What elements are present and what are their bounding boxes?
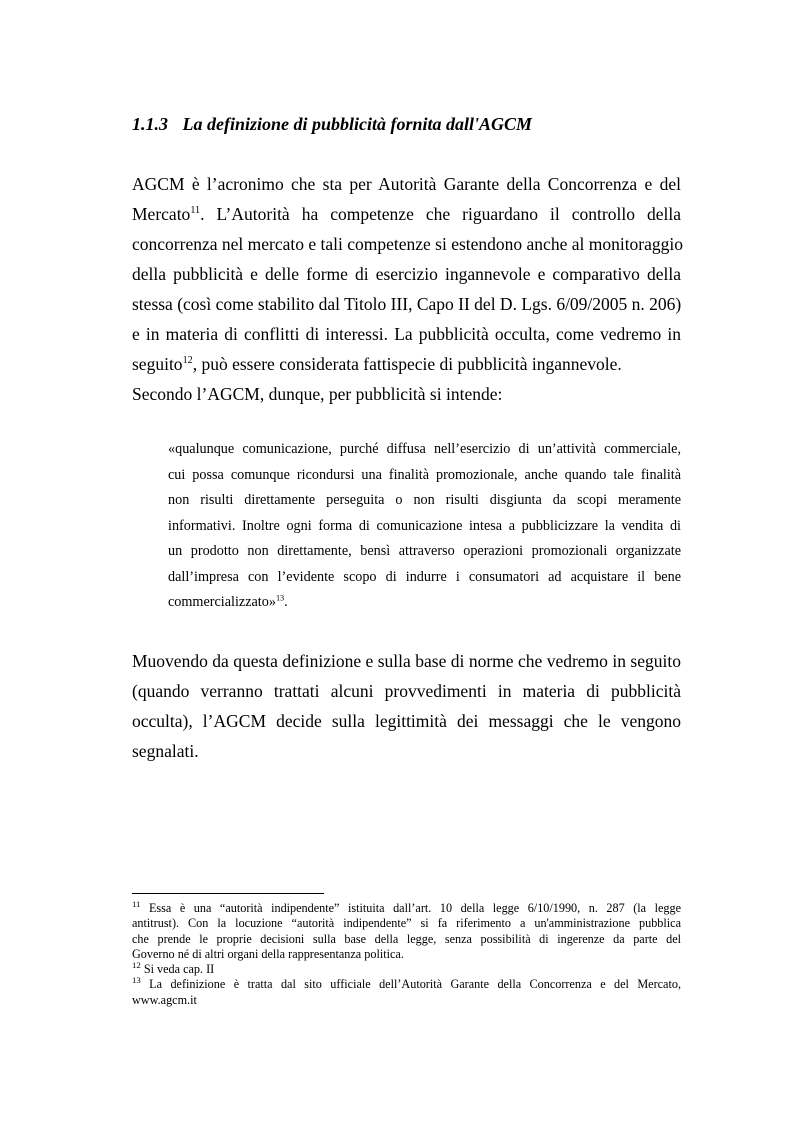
text-line: Secondo l’AGCM, dunque, per pubblicità si intende: bbox=[132, 384, 503, 404]
footnote-line: antitrust). Con la locuzione “autorità indipendente” si fa riferimento a un'amministrazione pubblica bbox=[132, 916, 681, 931]
footnote-separator bbox=[132, 893, 324, 894]
footnote-number: 12 bbox=[132, 960, 141, 971]
footnote-ref-13: 13 bbox=[275, 593, 285, 603]
text-line: della pubblicità e delle forme di esercizio ingannevole e comparativo della bbox=[132, 264, 681, 284]
text-run: seguito bbox=[132, 354, 183, 374]
quote-line: «qualunque comunicazione, purché diffusa nell’esercizio di un’attività commerciale, bbox=[168, 441, 681, 457]
text-line: e in materia di conflitti di interessi. La pubblicità occulta, come vedremo in bbox=[132, 324, 681, 344]
text-line: (quando verranno trattati alcuni provvedimenti in materia di pubblicità bbox=[132, 681, 681, 701]
text-line bbox=[132, 199, 681, 229]
footnote-line: Governo né di altri organi della rappresentanza politica. bbox=[132, 946, 404, 961]
footnote-ref-11: 11 bbox=[190, 205, 201, 217]
text-run: . bbox=[284, 594, 288, 610]
text-line: AGCM è l’acronimo che sta per Autorità Garante della Concorrenza e del bbox=[132, 174, 681, 194]
text-run: Si veda cap. II bbox=[140, 962, 215, 977]
text-line: Muovendo da questa definizione e sulla base di norme che vedremo in seguito bbox=[132, 651, 681, 671]
text-line: stessa (così come stabilito dal Titolo III, Capo II del D. Lgs. 6/09/2005 n. 206) bbox=[132, 294, 682, 314]
paragraph-intro bbox=[132, 169, 684, 409]
quote-line: cui possa comunque ricondursi una finalità promozionale, anche quando tale finalità bbox=[168, 466, 681, 483]
text-run: La definizione è tratta dal sito ufficiale dell’Autorità Garante della Concorrenza e del Mercato, bbox=[140, 977, 681, 992]
footnote-number: 11 bbox=[132, 898, 141, 909]
footnote-line: www.agcm.it bbox=[132, 992, 197, 1007]
text-line: concorrenza nel mercato e tali competenze si estendono anche al monitoraggio bbox=[132, 234, 684, 254]
section-heading bbox=[132, 114, 532, 135]
text-run: . L’Autorità ha competenze che riguardano il controllo della bbox=[200, 204, 681, 224]
text-run: , può essere considerata fattispecie di pubblicità ingannevole. bbox=[192, 354, 622, 374]
quote-line: informativi. Inoltre ogni forma di comunicazione intesa a pubblicizzare la vendita di bbox=[168, 517, 681, 534]
paragraph-conclusion bbox=[132, 646, 681, 766]
section-title: La definizione di pubblicità fornita dall'AGCM bbox=[182, 114, 533, 134]
footnote-line bbox=[132, 898, 681, 916]
footnote-line bbox=[132, 962, 681, 977]
footnotes bbox=[132, 898, 681, 1008]
footnote-number: 13 bbox=[132, 975, 141, 986]
quote-line: un prodotto non direttamente, bensì attraverso operazioni promozionali organizzate bbox=[168, 543, 681, 559]
text-run: Essa è una “autorità indipendente” istituita dall’art. 10 della legge 6/10/1990, n. 287 (la legge bbox=[140, 901, 681, 915]
text-run: commercializzato» bbox=[168, 594, 276, 610]
quote-line bbox=[168, 590, 681, 616]
footnote-line: che prende le proprie decisioni sulla base della legge, senza possibilità di ingerenze da parte del bbox=[132, 931, 681, 946]
quote-line: dall’impresa con l’evidente scopo di indurre i consumatori ad acquistare il bene bbox=[168, 568, 681, 585]
text-line: segnalati. bbox=[132, 741, 199, 761]
text-line bbox=[132, 349, 681, 379]
footnote-ref-12: 12 bbox=[182, 355, 193, 367]
section-number: 1.1.3 bbox=[132, 114, 168, 134]
text-run: Mercato bbox=[132, 204, 191, 224]
text-line: occulta), l’AGCM decide sulla legittimità dei messaggi che le vengono bbox=[132, 711, 681, 731]
footnote-line bbox=[132, 977, 681, 992]
block-quote bbox=[168, 437, 681, 616]
quote-line: non risulti direttamente perseguita o non risulti disgiunta da scopi meramente bbox=[168, 492, 681, 508]
